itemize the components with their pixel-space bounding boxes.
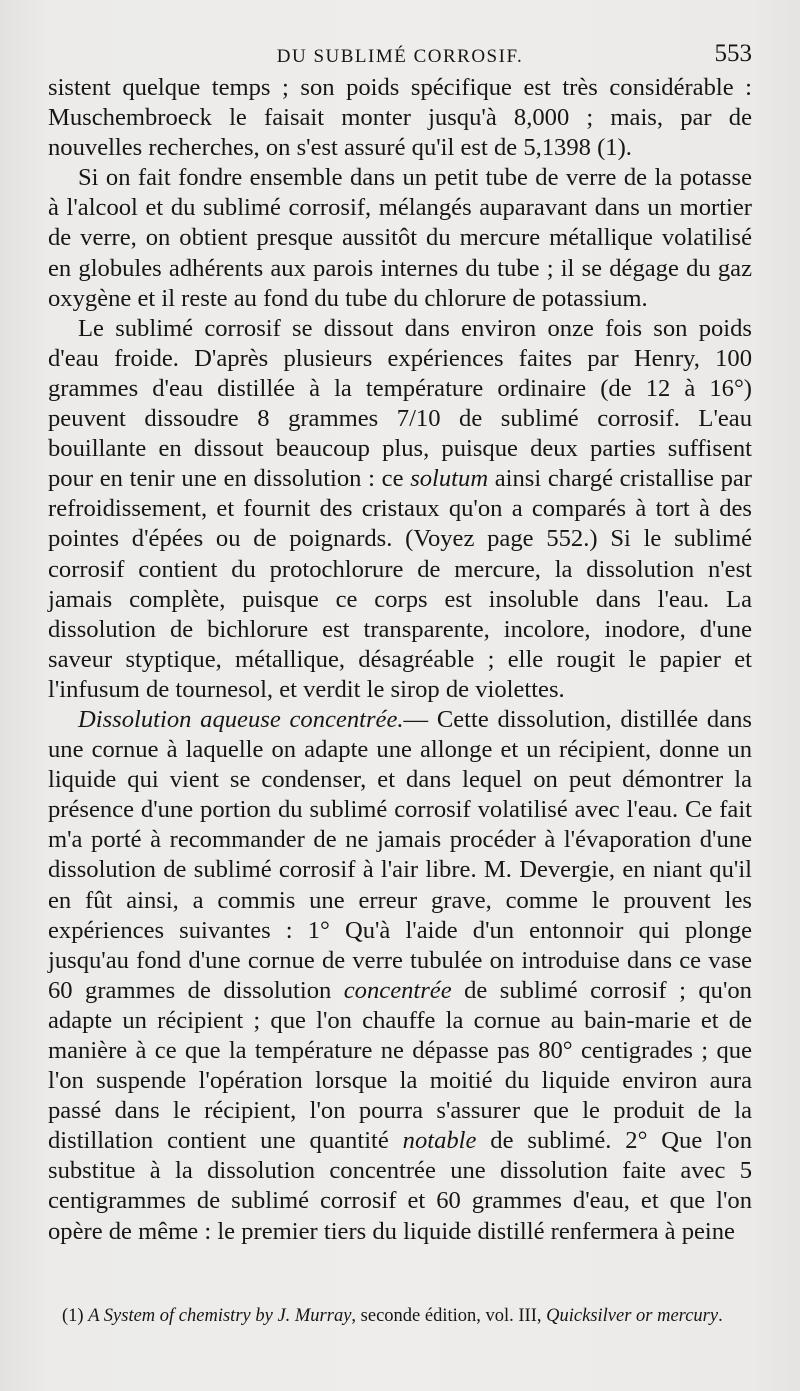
italic-term: notable bbox=[402, 1127, 477, 1155]
section-heading: Dissolution aqueuse concentrée. bbox=[78, 705, 404, 733]
text-run: . bbox=[718, 1306, 723, 1326]
text-run: sistent quelque temps ; son poids spécifique est très considérable : Muschembroeck le faisait monter jusqu'à 8,000 ; mais, par de nouvelles recherches, on s'est assuré qu'il est de 5,1398 (1). bbox=[48, 74, 752, 162]
text-run: Le sublimé corrosif se dissout dans environ onze fois son poids d'eau froide. D'après plusieurs expériences faites par Henry, 100 grammes d'eau distillée à la température ordinaire (de 12 à 16°) peuvent dissoudre 8 grammes 7/10 de sublimé corrosif. L'eau bouillante en dissout beaucoup plus, puisque deux parties suffisent pour en tenir une en dissolution : ce bbox=[48, 314, 752, 493]
italic-term: concentrée bbox=[343, 976, 452, 1004]
text-run: ainsi chargé cristallise par refroidissement, et fournit des cristaux qu'on a comparés à tort à des pointes d'épées ou de poignards. (Voyez page 552.) Si le sublimé corrosif contient du protochlorure de mercure, la dissolution n'est jamais complète, puisque ce corps est insoluble dans l'eau. La dissolution de bichlorure est transparente, incolore, inodore, d'une saveur styptique, métallique, désagréable ; elle rougit le papier et l'infusum de tournesol, et verdit le sirop de violettes. bbox=[48, 465, 752, 703]
body-text bbox=[48, 73, 752, 1247]
page-number: 553 bbox=[714, 40, 752, 67]
paragraph bbox=[48, 73, 752, 163]
text-run: de sublimé. 2° Que l'on substitue à la dissolution concentrée une dissolution faite avec 5 centigrammes de sublimé corrosif et 60 grammes d'eau, et que l'on opère de même : le premier tiers du liquide distillé renfermera à peine bbox=[48, 1127, 752, 1245]
citation-title: A System of chemistry by J. Murray bbox=[88, 1306, 352, 1326]
footnote bbox=[48, 1304, 752, 1328]
paragraph bbox=[48, 705, 752, 1247]
italic-term: solutum bbox=[410, 465, 489, 493]
running-title: DU SUBLIMÉ CORROSIF. bbox=[276, 46, 524, 67]
text-run: — Cette dissolution, distillée dans une cornue à laquelle on adapte une allonge et un récipient, donne un liquide qui vient se condenser, et dans lequel on peut démontrer la présence d'une portion du sublimé corrosif volatilisé avec l'eau. Ce fait m'a porté à recommander de ne jamais procéder à l'évaporation d'une dissolution de sublimé corrosif à l'air libre. M. Devergie, en niant qu'il en fût ainsi, a commis une erreur grave, comme le prouvent les expériences suivantes : 1° Qu'à l'aide d'un entonnoir qui plonge jusqu'au fond d'une cornue de verre tubulée on introduise dans ce vase 60 grammes de dissolution bbox=[48, 705, 752, 1004]
citation-chapter: Quicksilver or mercury bbox=[546, 1306, 719, 1326]
text-run: de sublimé corrosif ; qu'on adapte un récipient ; que l'on chauffe la cornue au bain-marie et de manière à ce que la température ne dépasse pas 80° centigrades ; que l'on suspende l'opération lorsque la moitié du liquide environ aura passé dans le récipient, l'on pourra s'assurer que le produit de la distillation contient une quantité bbox=[48, 976, 752, 1155]
footnote-text bbox=[48, 1304, 752, 1328]
paragraph bbox=[48, 163, 752, 313]
text-run: Si on fait fondre ensemble dans un petit tube de verre de la potasse à l'alcool et du sublimé corrosif, mélangés auparavant dans un mortier de verre, on obtient presque aussitôt du mercure métallique volatilisé en globules adhérents aux parois internes du tube ; il se dégage du gaz oxygène et il reste au fond du tube du chlorure de potassium. bbox=[48, 164, 752, 312]
footnote-marker: (1) bbox=[62, 1306, 89, 1326]
text-run: , seconde édition, vol. III, bbox=[351, 1306, 547, 1326]
paragraph bbox=[48, 314, 752, 705]
